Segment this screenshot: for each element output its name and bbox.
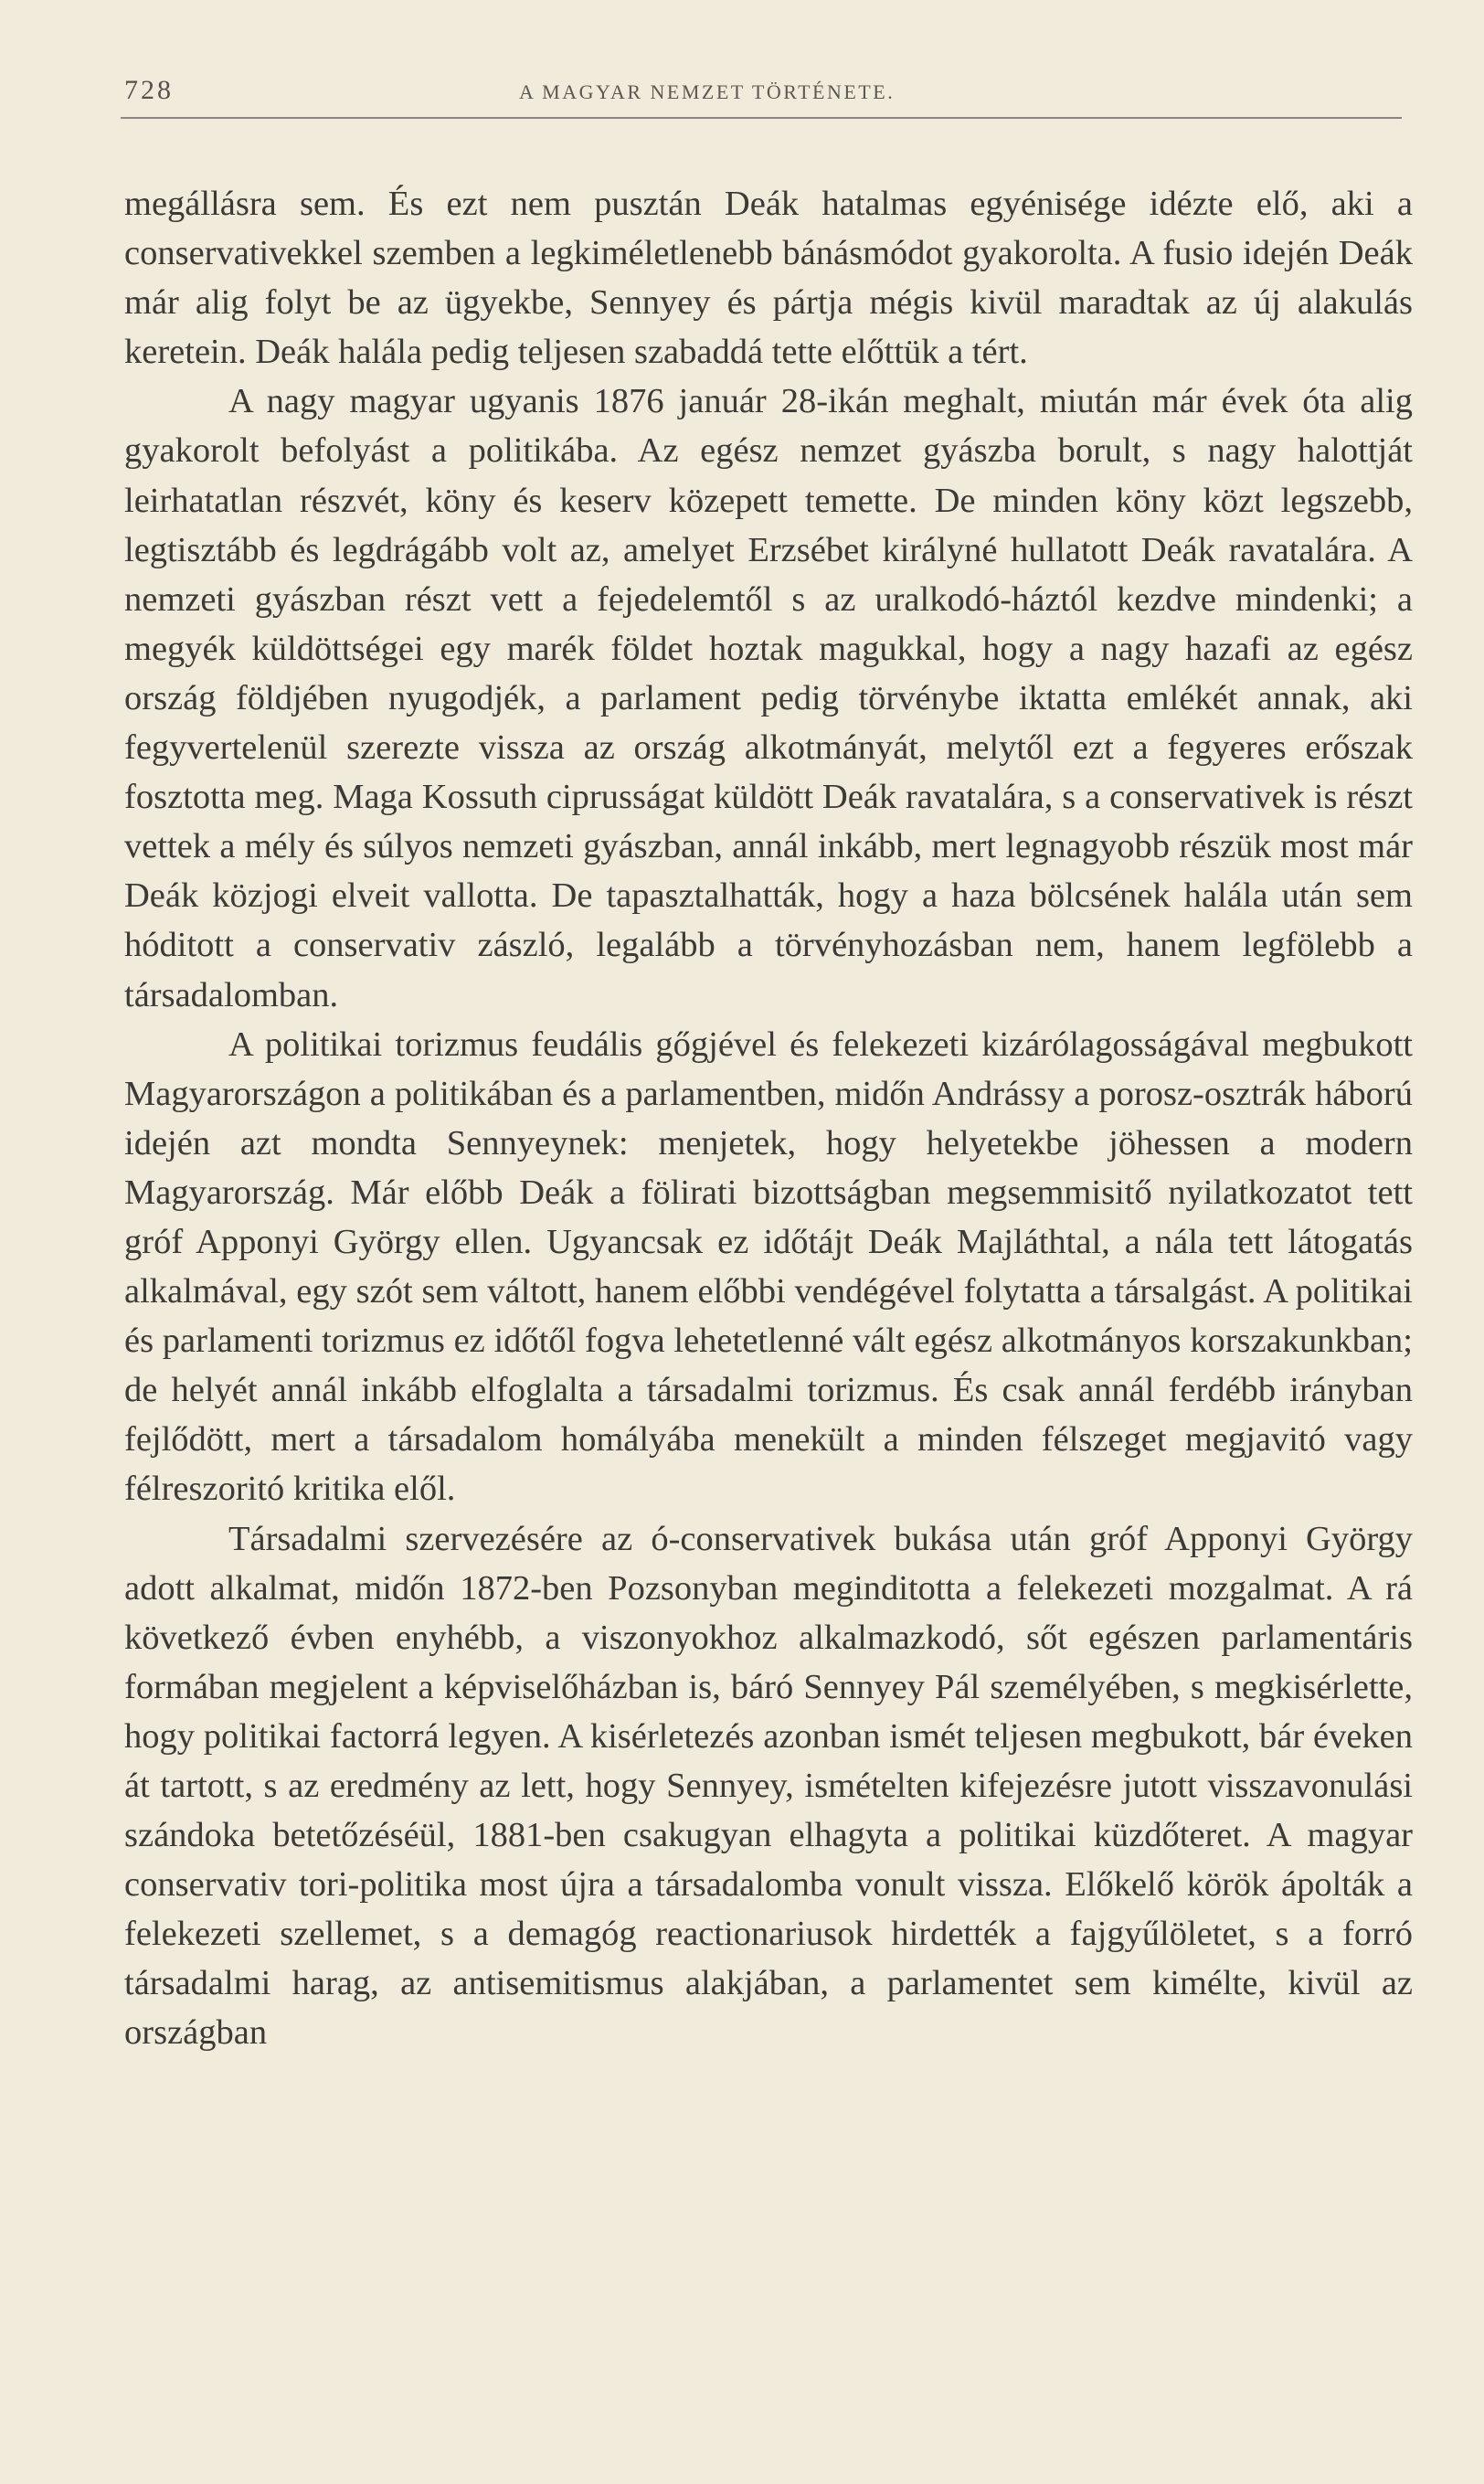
page-header <box>121 75 1402 111</box>
paragraph-1: megállásra sem. És ezt nem pusztán Deák hatalmas egyénisége idézte elő, aki a conservativekkel szemben a legkiméletlenebb bánásmódot gyakorolta. A fusio idején Deák már alig folyt be az ügyekbe, Sennyey és pártja mégis kivül maradtak az új alakulás keretein. Deák halála pedig teljesen szabaddá tette előttük a tért. <box>124 185 1413 372</box>
paragraph-3: A politikai torizmus feudális gőgjével és felekezeti kizárólagosságával megbukott Magyarországon a politikában és a parlamentben, midőn Andrássy a porosz-osztrák háború idején azt mondta Sennyeynek: menjetek, hogy helyetekbe jöhessen a modern Magyarország. Már előbb Deák a fölirati bizottságban megsemmisitő nyilatkozatot tett gróf Apponyi György ellen. Ugyancsak ez időtájt Deák Majláthtal, a nála tett látogatás alkalmával, egy szót sem váltott, hanem előbbi vendégével folytatta a társalgást. A politikai és parlamenti torizmus ez időtől fogva lehetetlenné vált egész alkotmányos korszakunkban; de helyét annál inkább elfoglalta a társadalmi torizmus. És csak annál ferdébb irányban fejlődött, mert a társadalom homályába menekült a minden félszeget megjavitó vagy félreszoritó kritika elől. <box>124 1024 1413 1509</box>
paragraph-2: A nagy magyar ugyanis 1876 január 28-ikán meghalt, miután már évek óta alig gyakorolt befolyást a politikába. Az egész nemzet gyászba borult, s nagy halottját leirhatatlan részvét, köny és keserv közepett temette. De minden köny közt legszebb, legtisztább és legdrágább volt az, amelyet Erzsébet királyné hullatott Deák ravatalára. A nemzeti gyászban részt vett a fejedelemtől s az uralkodó-háztól kezdve mindenki; a megyék küldöttségei egy marék földet hoztak magukkal, hogy a nagy hazafi az egész ország földjében nyugodjék, a parlament pedig törvénybe iktatta emlékét annak, aki fegyvertelenül szerezte vissza az ország alkotmányát, melytől ezt a fegyeres erőszak fosztotta meg. Maga Kossuth ciprusságat küldött Deák ravatalára, s a conservativek is részt vettek a mély és súlyos nemzeti gyászban, annál inkább, mert legnagyobb részük most már Deák közjogi elveit vallotta. De tapasztalhatták, hogy a haza bölcsének halála után sem hóditott a conservativ zászló, legalább a törvényhozásban nem, hanem legfölebb a társadalomban. <box>124 382 1413 1014</box>
running-title: A MAGYAR NEMZET TÖRTÉNETE. <box>519 80 896 103</box>
paragraph-4: Társadalmi szervezésére az ó-conservativek bukása után gróf Apponyi György adott alkalmat, midőn 1872-ben Pozsonyban meginditotta a felekezeti mozgalmat. A rá következő évben enyhébb, a viszonyokhoz alkalmazkodó, sőt egészen parlamentáris formában megjelent a képviselőházban is, báró Sennyey Pál személyében, s megkisérlette, hogy politikai factorrá legyen. A kisérletezés azonban ismét teljesen megbukott, bár éveken át tartott, s az eredmény az lett, hogy Sennyey, ismételten kifejezésre jutott visszavonulási szándoka betetőzéséül, 1881-ben csakugyan elhagyta a politikai küzdőteret. A magyar conservativ tori-politika most újra a társadalomba vonult vissza. Előkelő körök ápolták a felekezeti szellemet, s a demagóg reactionariusok hirdették a fajgyűlöletet, s a forró társadalmi harag, az antisemitismus alakjában, a parlamentet sem kimélte, kivül az országban <box>124 1519 1413 2053</box>
body-text <box>124 179 1413 2058</box>
page-number: 728 <box>124 75 174 105</box>
header-rule <box>121 117 1402 119</box>
